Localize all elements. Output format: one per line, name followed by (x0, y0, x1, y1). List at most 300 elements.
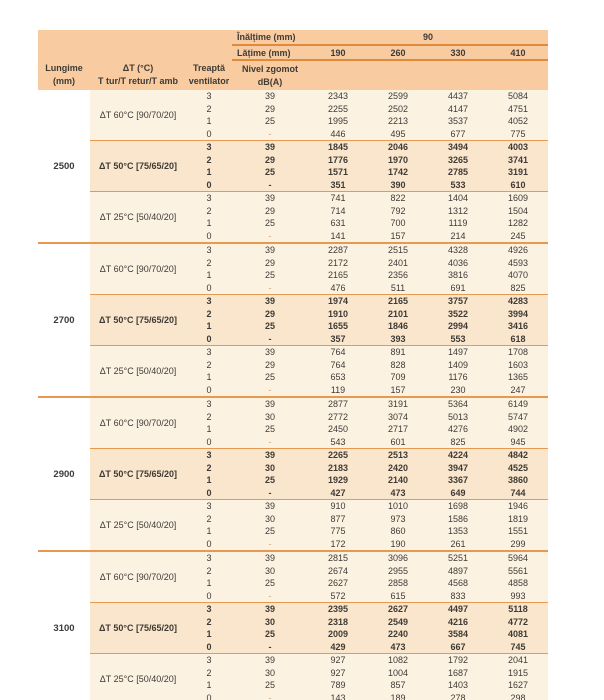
output-value-cell: 299 (488, 538, 548, 552)
output-value-cell: 1312 (428, 205, 488, 218)
output-value-cell: 572 (308, 590, 368, 603)
output-value-cell: 775 (308, 525, 368, 538)
noise-level-cell: 25 (232, 320, 308, 333)
output-value-cell: 4897 (428, 565, 488, 578)
table-row (38, 90, 548, 103)
output-value-cell: 1627 (488, 679, 548, 692)
output-value-cell: 1004 (368, 667, 428, 680)
output-value-cell: 3191 (488, 166, 548, 179)
fan-step-cell: 3 (186, 346, 232, 359)
output-value-cell: 5118 (488, 603, 548, 616)
fan-step-cell: 0 (186, 590, 232, 603)
output-value-cell: 927 (308, 667, 368, 680)
header-blank (308, 60, 548, 90)
output-value-cell: 1929 (308, 474, 368, 487)
table-row (38, 551, 548, 565)
output-value-cell: 1609 (488, 192, 548, 205)
output-value-cell: 245 (488, 230, 548, 244)
fan-step-cell: 1 (186, 217, 232, 230)
output-value-cell: 3537 (428, 115, 488, 128)
output-value-cell: 877 (308, 513, 368, 526)
output-value-cell: 1082 (368, 654, 428, 667)
output-value-cell: 495 (368, 128, 428, 141)
fan-step-cell: 0 (186, 692, 232, 700)
output-value-cell: 792 (368, 205, 428, 218)
noise-level-cell: 39 (232, 192, 308, 205)
fan-step-cell: 1 (186, 628, 232, 641)
table-row (38, 603, 548, 616)
deltat-cell: ΔT 50°C [75/65/20] (90, 141, 186, 192)
noise-level-cell: 39 (232, 551, 308, 565)
deltat-cell: ΔT 25°C [50/40/20] (90, 654, 186, 700)
output-value-cell: 533 (428, 179, 488, 192)
table-row (38, 192, 548, 205)
fan-step-cell: 2 (186, 411, 232, 424)
output-value-cell: 2395 (308, 603, 368, 616)
output-value-cell: 910 (308, 500, 368, 513)
output-value-cell: 2356 (368, 269, 428, 282)
table-row (38, 295, 548, 308)
noise-level-cell: 25 (232, 679, 308, 692)
fan-step-cell: 1 (186, 371, 232, 384)
header-blank (38, 30, 232, 45)
output-value-cell: 473 (368, 487, 428, 500)
fan-step-cell: 3 (186, 192, 232, 205)
output-value-cell: 2674 (308, 565, 368, 578)
output-value-cell: 261 (428, 538, 488, 552)
table-row (38, 346, 548, 359)
output-value-cell: 190 (368, 538, 428, 552)
noise-level-cell: 30 (232, 616, 308, 629)
noise-level-cell: 25 (232, 115, 308, 128)
noise-level-cell: 30 (232, 667, 308, 680)
output-value-cell: 2343 (308, 90, 368, 103)
output-value-cell: 5364 (428, 397, 488, 411)
fan-step-cell: 3 (186, 449, 232, 462)
length-cell: 2500 (38, 90, 90, 243)
width-value: 190 (308, 45, 368, 60)
noise-level-cell: 39 (232, 500, 308, 513)
output-value-cell: 709 (368, 371, 428, 384)
fan-step-cell: 3 (186, 90, 232, 103)
output-value-cell: 1708 (488, 346, 548, 359)
output-value-cell: 1792 (428, 654, 488, 667)
output-value-cell: 427 (308, 487, 368, 500)
width-value: 260 (368, 45, 428, 60)
output-value-cell: 825 (488, 282, 548, 295)
output-value-cell: 825 (428, 436, 488, 449)
height-label: Înălțime (mm) (232, 30, 308, 45)
column-header-deltat-line2: T tur/T retur/T amb (97, 76, 178, 86)
deltat-cell: ΔT 50°C [75/65/20] (90, 449, 186, 500)
output-value-cell: 3584 (428, 628, 488, 641)
output-value-cell: 143 (308, 692, 368, 700)
fan-step-cell: 1 (186, 269, 232, 282)
fan-step-cell: 2 (186, 359, 232, 372)
column-header-noise-line2: dB(A) (257, 76, 283, 87)
output-value-cell: 1504 (488, 205, 548, 218)
deltat-cell: ΔT 60°C [90/70/20] (90, 243, 186, 295)
output-value-cell: 351 (308, 179, 368, 192)
output-value-cell: 4568 (428, 577, 488, 590)
output-value-cell: 119 (308, 384, 368, 398)
header-row-height (38, 30, 548, 45)
output-value-cell: 1403 (428, 679, 488, 692)
output-value-cell: 298 (488, 692, 548, 700)
output-value-cell: 2858 (368, 577, 428, 590)
deltat-cell: ΔT 60°C [90/70/20] (90, 551, 186, 603)
output-value-cell: 2165 (308, 269, 368, 282)
length-cell: 2900 (38, 397, 90, 551)
noise-level-cell: - (232, 179, 308, 192)
table-row (38, 449, 548, 462)
column-header-deltat-line1: ΔT (°C) (122, 63, 154, 73)
noise-level-cell: - (232, 692, 308, 700)
fan-step-cell: 2 (186, 565, 232, 578)
output-value-cell: 5013 (428, 411, 488, 424)
output-value-cell: 3860 (488, 474, 548, 487)
output-value-cell: 473 (368, 641, 428, 654)
output-value-cell: 700 (368, 217, 428, 230)
table-row (38, 500, 548, 513)
fan-step-cell: 3 (186, 500, 232, 513)
output-value-cell: 2046 (368, 141, 428, 154)
output-value-cell: 2513 (368, 449, 428, 462)
output-value-cell: 4525 (488, 462, 548, 475)
output-value-cell: 4147 (428, 103, 488, 116)
output-value-cell: 1970 (368, 154, 428, 167)
fan-step-cell: 2 (186, 205, 232, 218)
output-value-cell: 4328 (428, 243, 488, 257)
noise-level-cell: 25 (232, 166, 308, 179)
output-value-cell: 1551 (488, 525, 548, 538)
column-header-length-line2: (mm) (53, 76, 75, 86)
fan-step-cell: 1 (186, 474, 232, 487)
output-value-cell: 2627 (308, 577, 368, 590)
output-value-cell: 828 (368, 359, 428, 372)
fan-step-cell: 1 (186, 679, 232, 692)
output-value-cell: 2420 (368, 462, 428, 475)
table-row (38, 141, 548, 154)
output-value-cell: 2140 (368, 474, 428, 487)
output-value-cell: 1974 (308, 295, 368, 308)
noise-level-cell: 39 (232, 603, 308, 616)
fan-step-cell: 2 (186, 103, 232, 116)
output-value-cell: 4842 (488, 449, 548, 462)
noise-level-cell: 25 (232, 423, 308, 436)
deltat-cell: ΔT 25°C [50/40/20] (90, 192, 186, 244)
output-value-cell: 1409 (428, 359, 488, 372)
output-value-cell: 4052 (488, 115, 548, 128)
output-value-cell: 4858 (488, 577, 548, 590)
output-value-cell: 1586 (428, 513, 488, 526)
fan-step-cell: 2 (186, 308, 232, 321)
deltat-cell: ΔT 50°C [75/65/20] (90, 295, 186, 346)
fan-step-cell: 2 (186, 462, 232, 475)
output-value-cell: 1282 (488, 217, 548, 230)
column-header-length-line1: Lungime (45, 63, 83, 73)
width-value: 330 (428, 45, 488, 60)
noise-level-cell: 29 (232, 359, 308, 372)
output-value-cell: 3757 (428, 295, 488, 308)
output-value-cell: 764 (308, 346, 368, 359)
noise-level-cell: 25 (232, 269, 308, 282)
output-value-cell: 4593 (488, 257, 548, 270)
noise-level-cell: 39 (232, 141, 308, 154)
noise-level-cell: 39 (232, 654, 308, 667)
output-value-cell: 1655 (308, 320, 368, 333)
output-value-cell: 677 (428, 128, 488, 141)
output-value-cell: 775 (488, 128, 548, 141)
output-value-cell: 2785 (428, 166, 488, 179)
output-value-cell: 2318 (308, 616, 368, 629)
output-value-cell: 4772 (488, 616, 548, 629)
fan-step-cell: 1 (186, 577, 232, 590)
fan-step-cell: 1 (186, 423, 232, 436)
noise-level-cell: - (232, 128, 308, 141)
noise-level-cell: 30 (232, 513, 308, 526)
output-value-cell: 6149 (488, 397, 548, 411)
output-value-cell: 214 (428, 230, 488, 244)
output-value-cell: 691 (428, 282, 488, 295)
output-value-cell: 2515 (368, 243, 428, 257)
height-value: 90 (308, 30, 548, 45)
output-value-cell: 649 (428, 487, 488, 500)
output-value-cell: 4036 (428, 257, 488, 270)
noise-level-cell: - (232, 333, 308, 346)
column-header-fanstep-line1: Treaptă (192, 63, 225, 73)
noise-level-cell: 39 (232, 397, 308, 411)
output-value-cell: 2450 (308, 423, 368, 436)
noise-level-cell: - (232, 230, 308, 244)
length-cell: 2700 (38, 243, 90, 397)
fan-step-cell: 0 (186, 333, 232, 346)
fan-step-cell: 1 (186, 166, 232, 179)
output-value-cell: 247 (488, 384, 548, 398)
output-value-cell: 3074 (368, 411, 428, 424)
noise-level-cell: 25 (232, 217, 308, 230)
deltat-cell: ΔT 50°C [75/65/20] (90, 603, 186, 654)
output-value-cell: 3367 (428, 474, 488, 487)
output-value-cell: 1776 (308, 154, 368, 167)
fan-step-cell: 2 (186, 513, 232, 526)
noise-level-cell: 25 (232, 628, 308, 641)
fan-step-cell: 0 (186, 538, 232, 552)
output-value-cell: 2265 (308, 449, 368, 462)
length-cell: 3100 (38, 551, 90, 700)
output-value-cell: 1176 (428, 371, 488, 384)
fan-step-cell: 3 (186, 243, 232, 257)
output-value-cell: 2549 (368, 616, 428, 629)
output-value-cell: 2213 (368, 115, 428, 128)
noise-level-cell: - (232, 590, 308, 603)
output-value-cell: 4437 (428, 90, 488, 103)
output-value-cell: 1571 (308, 166, 368, 179)
output-value-cell: 631 (308, 217, 368, 230)
output-value-cell: 5747 (488, 411, 548, 424)
output-value-cell: 4081 (488, 628, 548, 641)
output-value-cell: 3947 (428, 462, 488, 475)
output-value-cell: 1915 (488, 667, 548, 680)
output-value-cell: 1603 (488, 359, 548, 372)
output-value-cell: 4216 (428, 616, 488, 629)
output-value-cell: 230 (428, 384, 488, 398)
output-value-cell: 4902 (488, 423, 548, 436)
deltat-cell: ΔT 25°C [50/40/20] (90, 346, 186, 398)
output-value-cell: 3096 (368, 551, 428, 565)
output-value-cell: 833 (428, 590, 488, 603)
deltat-cell: ΔT 25°C [50/40/20] (90, 500, 186, 552)
noise-level-cell: 25 (232, 577, 308, 590)
output-value-cell: 3494 (428, 141, 488, 154)
output-value-cell: 3816 (428, 269, 488, 282)
output-value-cell: 667 (428, 641, 488, 654)
output-value-cell: 1365 (488, 371, 548, 384)
noise-level-cell: 30 (232, 565, 308, 578)
header-row-columns (38, 60, 548, 90)
noise-level-cell: - (232, 282, 308, 295)
radiator-output-table (38, 30, 548, 700)
output-value-cell: 744 (488, 487, 548, 500)
output-value-cell: 601 (368, 436, 428, 449)
column-header-fanstep-line2: ventilator (188, 76, 230, 86)
noise-level-cell: 39 (232, 449, 308, 462)
output-value-cell: 2717 (368, 423, 428, 436)
output-value-cell: 3191 (368, 397, 428, 411)
output-value-cell: 860 (368, 525, 428, 538)
output-value-cell: 2955 (368, 565, 428, 578)
output-value-cell: 764 (308, 359, 368, 372)
output-value-cell: 822 (368, 192, 428, 205)
output-value-cell: 745 (488, 641, 548, 654)
header-row-width (38, 45, 548, 60)
fan-step-cell: 2 (186, 616, 232, 629)
table-row (38, 397, 548, 411)
output-value-cell: 3416 (488, 320, 548, 333)
output-value-cell: 927 (308, 654, 368, 667)
width-value: 410 (488, 45, 548, 60)
output-value-cell: 1698 (428, 500, 488, 513)
output-value-cell: 5561 (488, 565, 548, 578)
noise-level-cell: 39 (232, 90, 308, 103)
output-value-cell: 5964 (488, 551, 548, 565)
output-value-cell: 1404 (428, 192, 488, 205)
output-value-cell: 4497 (428, 603, 488, 616)
fan-step-cell: 1 (186, 320, 232, 333)
fan-step-cell: 2 (186, 667, 232, 680)
output-value-cell: 2240 (368, 628, 428, 641)
output-value-cell: 1353 (428, 525, 488, 538)
noise-level-cell: 30 (232, 411, 308, 424)
output-value-cell: 5084 (488, 90, 548, 103)
noise-level-cell: 29 (232, 103, 308, 116)
noise-level-cell: 39 (232, 346, 308, 359)
noise-level-cell: 30 (232, 462, 308, 475)
noise-level-cell: - (232, 641, 308, 654)
fan-step-cell: 3 (186, 295, 232, 308)
output-value-cell: 615 (368, 590, 428, 603)
output-value-cell: 4283 (488, 295, 548, 308)
output-value-cell: 2165 (368, 295, 428, 308)
output-value-cell: 2599 (368, 90, 428, 103)
output-value-cell: 2101 (368, 308, 428, 321)
output-value-cell: 714 (308, 205, 368, 218)
fan-step-cell: 0 (186, 436, 232, 449)
noise-level-cell: - (232, 538, 308, 552)
noise-level-cell: 25 (232, 371, 308, 384)
output-value-cell: 1497 (428, 346, 488, 359)
noise-level-cell: 25 (232, 474, 308, 487)
noise-level-cell: 29 (232, 154, 308, 167)
output-value-cell: 4926 (488, 243, 548, 257)
output-value-cell: 5251 (428, 551, 488, 565)
fan-step-cell: 0 (186, 230, 232, 244)
output-value-cell: 618 (488, 333, 548, 346)
table-body (38, 90, 548, 700)
output-value-cell: 1119 (428, 217, 488, 230)
output-value-cell: 789 (308, 679, 368, 692)
output-value-cell: 2009 (308, 628, 368, 641)
fan-step-cell: 2 (186, 257, 232, 270)
table-row (38, 243, 548, 257)
column-header-noise (232, 60, 308, 90)
output-value-cell: 553 (428, 333, 488, 346)
table-row (38, 654, 548, 667)
noise-level-cell: - (232, 487, 308, 500)
output-value-cell: 2183 (308, 462, 368, 475)
output-value-cell: 945 (488, 436, 548, 449)
fan-step-cell: 3 (186, 397, 232, 411)
noise-level-cell: - (232, 436, 308, 449)
output-value-cell: 1687 (428, 667, 488, 680)
output-value-cell: 2041 (488, 654, 548, 667)
output-value-cell: 2815 (308, 551, 368, 565)
output-value-cell: 1995 (308, 115, 368, 128)
output-value-cell: 2502 (368, 103, 428, 116)
output-value-cell: 741 (308, 192, 368, 205)
output-value-cell: 4276 (428, 423, 488, 436)
column-header-length (38, 60, 90, 90)
output-value-cell: 1910 (308, 308, 368, 321)
noise-level-cell: 39 (232, 243, 308, 257)
fan-step-cell: 2 (186, 154, 232, 167)
output-value-cell: 3265 (428, 154, 488, 167)
output-value-cell: 4224 (428, 449, 488, 462)
output-value-cell: 1845 (308, 141, 368, 154)
output-value-cell: 429 (308, 641, 368, 654)
output-value-cell: 4751 (488, 103, 548, 116)
fan-step-cell: 3 (186, 551, 232, 565)
noise-level-cell: 29 (232, 257, 308, 270)
output-value-cell: 2287 (308, 243, 368, 257)
noise-level-cell: 29 (232, 205, 308, 218)
output-value-cell: 857 (368, 679, 428, 692)
output-value-cell: 172 (308, 538, 368, 552)
output-value-cell: 141 (308, 230, 368, 244)
width-label: Lățime (mm) (232, 45, 308, 60)
output-value-cell: 157 (368, 230, 428, 244)
output-value-cell: 1010 (368, 500, 428, 513)
output-value-cell: 2877 (308, 397, 368, 411)
output-value-cell: 543 (308, 436, 368, 449)
output-value-cell: 610 (488, 179, 548, 192)
output-value-cell: 3741 (488, 154, 548, 167)
output-value-cell: 278 (428, 692, 488, 700)
output-value-cell: 393 (368, 333, 428, 346)
output-value-cell: 1819 (488, 513, 548, 526)
column-header-deltat (90, 60, 186, 90)
deltat-cell: ΔT 60°C [90/70/20] (90, 397, 186, 449)
